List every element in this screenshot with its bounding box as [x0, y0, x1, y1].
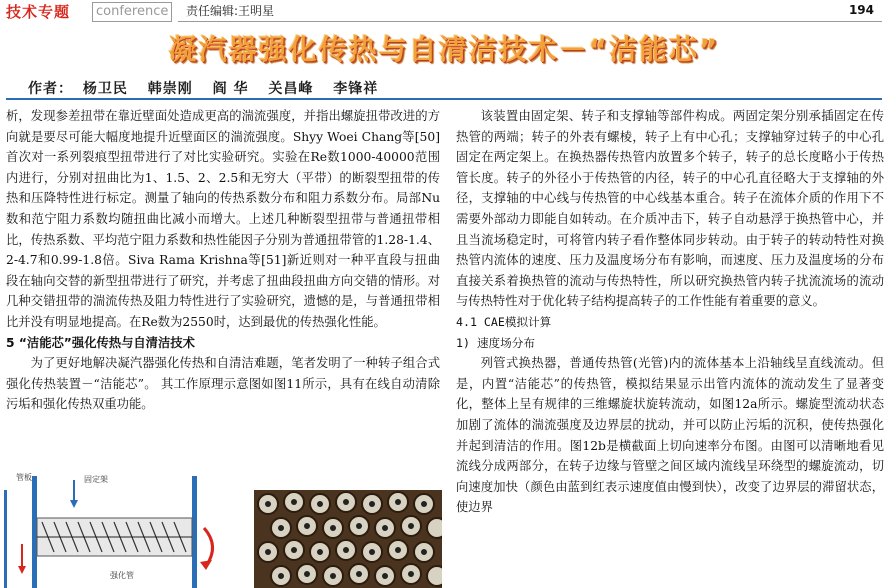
- right-paragraph-1: 该装置由固定架、转子和支撑轴等部件构成。两固定架分别承插固定在传热管的两端；转子的外表有螺棱，转子上有中心孔；支撑轴穿过转子的中心孔固定在两定架上。在换热器传热管内放置多个转子，转子的总长度略小于传热管长度。转子的外径小于传热管的内径，转子的中心孔直径略大于支撑轴的外径，支撑轴的中心线与传热管的中心线基本重合。转子在流体介质的作用下不需要外部动力即能自如转动。在介质冲击下，转子自动悬浮于换热管中心，并且当流场稳定时，可将管内转子看作整体同步转动。由于转子的转动特性对换热管内流体的速度、压力及温度场分布有影响，而速度、压力及温度场的分布直接关系着换热管的流动与传热特性，所以研究换热管内转子扰流流场的流动与传热特性对于优化转子结构提高转子的工作性能有着重要的意义。: [456, 109, 884, 309]
- left-paragraph-2: 为了更好地解决凝汽器强化传热和自清洁难题，笔者发明了一种转子组合式强化传热装置－“洁能芯”。 其工作原理示意图如图11所示，具有在线自动清除污垢和强化传热双重功能。: [6, 356, 440, 412]
- figure-tube-sheet-photo: [254, 490, 442, 588]
- author-2: 韩崇刚: [147, 81, 193, 97]
- figure-label-tube-sheet: 管板: [16, 473, 32, 482]
- right-column: [456, 106, 884, 518]
- authors-line: [28, 78, 392, 98]
- author-5: 李锋祥: [333, 81, 379, 97]
- author-4: 关昌峰: [268, 81, 314, 97]
- subsection-4-1-heading: 4.1 CAE模拟计算: [456, 314, 552, 329]
- header-rule: [178, 21, 882, 22]
- figure-left-marker: [4, 490, 8, 588]
- authors-rule: [6, 98, 882, 100]
- authors-label: 作者：: [28, 81, 73, 97]
- editor-credit: 责任编辑:王明星: [186, 4, 275, 18]
- page-number: 194: [848, 3, 874, 17]
- left-paragraph-1: 析，发现参差扭带在靠近壁面处造成更高的湍流强度，并指出螺旋扭带改进的方向就是要尽可能大幅度地提升近壁面区的湍流强度。Shyy Woei Chang等[50]首次对一系列裂痕型扭带进行了对比实验研究。实验在Re数1000-40000范围内进行，分别对扭曲比为1、1.5、2、2.5和无穷大（平带）的断裂型扭带的传热和压降特性进行标定。测量了轴向的传热系数分布和阻力系数分布。局部Nu数和范宁阻力系数均随扭曲比减小而增大。上述几种断裂型扭带与普通扭带相比，传热系数、平均范宁阻力系数和热性能因子分别为普通扭带管的1.28-1.4、2-4.7和0.99-1.8倍。Siva Rama Krishna等[51]新近则对一种平直段与扭曲段在轴向交替的新型扭带进行了研究，并考虑了扭曲段扭曲方向交错的情形。对几种交错扭带的湍流传热及阻力特性进行了实验研究，遗憾的是，与普通扭带相比并没有明显地提高。在Re数为2550时，达到最优的传热强化性能。: [6, 109, 440, 329]
- author-3: 阎 华: [212, 81, 249, 97]
- right-paragraph-2: 列管式换热器，普通传热管(光管)内的流体基本上沿轴线呈直线流动。但是，内置“洁能芯”的传热管，模拟结果显示出管内流体的流动发生了显著变化，整体上呈有规律的三维螺旋状旋转流动，如图12a所示。螺旋型流动状态加剧了流体的湍流强度及边界层的扰动，并可以防止污垢的沉积，使传热强化并起到清洁的作用。图12b是横截面上切向速率分布图。由图可以清晰地看见流线分成两部分，在转子边缘与管壁之间区域内流线呈环绕型的螺旋流动，切向速度加快（颜色由蓝到红表示速度值由慢到快），改变了边界层的滞留状态，使边界: [456, 356, 884, 515]
- article-title: 凝汽器强化传热与自清洁技术－“洁能芯”: [168, 33, 720, 66]
- figure-label-enhanced-tube: 强化管: [110, 571, 134, 580]
- velocity-field-heading: 1) 速度场分布: [456, 335, 535, 350]
- author-1: 杨卫民: [82, 81, 128, 97]
- section-5-heading: 5 “洁能芯”强化传热与自清洁技术: [6, 335, 195, 350]
- section-tag: 技术专题: [6, 3, 71, 21]
- figure-11-schematic: [14, 470, 226, 588]
- page-header: [0, 0, 888, 26]
- section-sub-tag: conference: [92, 2, 172, 22]
- left-column: [6, 106, 440, 415]
- figure-label-fixed-frame: 固定架: [84, 475, 108, 484]
